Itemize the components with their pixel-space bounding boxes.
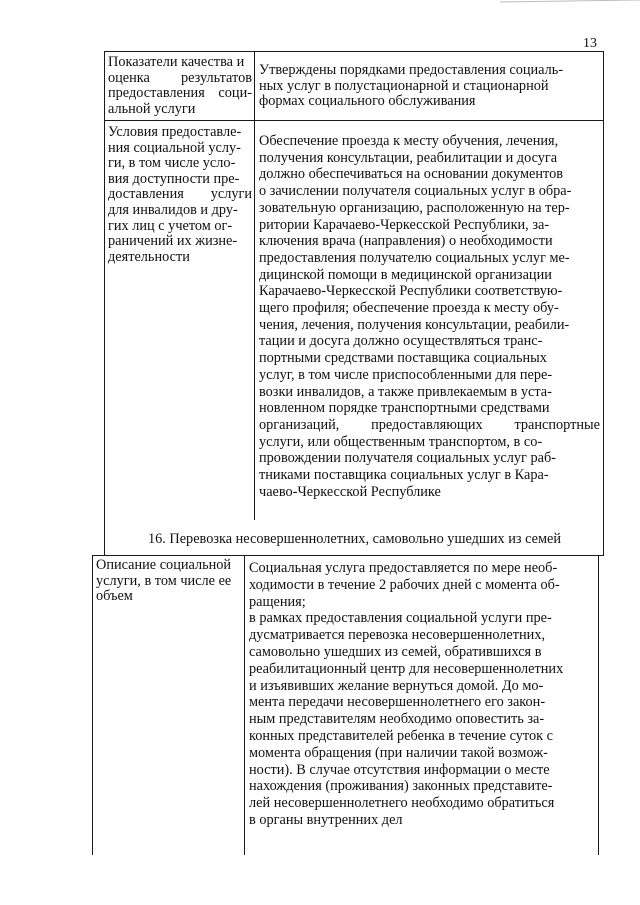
service-description-value: Социальная услуга предоставляется по мере необ- ходимости в течение 2 рабочих дней с момента об- ращения; в рамках предоставления социальной услуги пре- дусматривается перевозка несовершеннолетних, самовольно ушедших из семей, обратившихся в реабилитационный центр для несовершеннолетних и изъявивших желание вернуться домой. До мо- мента передачи несовершеннолетнего его закон- ным представителям необходимо оповестить за- конных представителей ребенка в течение суток с момента обращения (при наличии такой возмож- ности). В случае отсутствия информации о месте нахождения (проживания) законных представите- лей несовершеннолетнего необходимо обратиться в органы внутренних дел [249,560,564,828]
table1-top-border [104,51,604,52]
table1-column-divider [254,51,255,520]
table2-left-border [92,555,93,855]
table1-right-border [603,51,604,520]
section-right-border [603,520,604,555]
quality-indicators-label: Показатели качества и оценка результатов предоставления соци- альной услуги [108,54,252,117]
page-number: 13 [583,36,597,51]
table1-left-border [104,51,105,520]
quality-indicators-value: Утверждены порядками предоставления социаль- ных услуг в полустационарной и стационарной формах социального обслуживания [259,62,564,110]
table2-top-border [92,555,604,556]
table2-column-divider [244,555,245,855]
table2-right-border [598,555,599,855]
service-conditions-value: Обеспечение проезда к месту обучения, лечения, получения консультации, реабилитации и досуга должно обеспечиваться на основании документов о зачислении получателя социальных услуг в обра- зовательную организацию, расположенную на тер- ритории Карачаево-Черкесской Республики, за- ключения врача (направления) о необходимости предоставления получателю социальных услуг ме- дицинской помощи в медицинской организации Карачаево-Черкесской Республики соответствую- щего профиля; обеспечение проезда к месту обу- чения, лечения, получения консультации, реабили- тации и досуга должно осуществляться транс- портными средствами поставщика социальных услуг, в том числе приспособленными для пере- возки инвалидов, а также привлекаемым в уста- новленном порядке транспортными средствами организаций, предоставляющих транспортные услуги, или общественным транспортом, в со- провождении получателя социальных услуг раб- тниками поставщика социальных услуг в Кара- чаево-Черкесской Республике [259,133,600,500]
service-conditions-label: Условия предоставле- ния социальной услу- ги, в том числе усло- вия доступности пре- доставления услуги для инвалидов и дру- гих лиц с учетом ог- раничений их жизне- деятельности [108,124,252,265]
section-left-border [104,520,105,555]
section-heading: 16. Перевозка несовершеннолетних, самовольно ушедших из семей [147,531,562,547]
table1-row-divider [104,120,604,121]
service-description-label: Описание социальной услуги, в том числе ее объем [96,557,232,605]
